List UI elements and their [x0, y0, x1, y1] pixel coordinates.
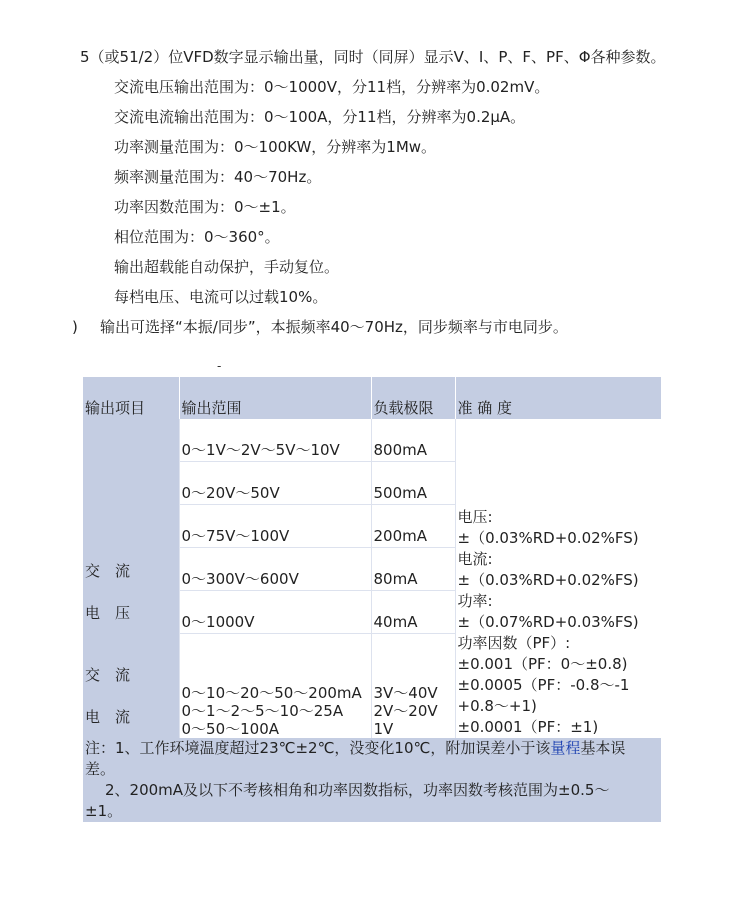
accuracy-line: +0.8～+1) — [457, 696, 537, 715]
note-line — [85, 738, 659, 759]
note-text: 注：1、工作环境温度超过23℃±2℃，没变化10℃，附加误差小于该 — [85, 738, 551, 757]
range-line: 0～50～100A — [181, 719, 280, 738]
header-range: 输出范围 — [179, 377, 371, 419]
load-cell: 800mA — [371, 419, 455, 462]
range-cell: 0～1000V — [179, 591, 371, 634]
category-label: 电 压 — [85, 603, 131, 622]
list-bullet: ) — [72, 318, 78, 336]
accuracy-line: ±（0.03%RD+0.02%FS) — [457, 570, 639, 589]
range-line: 0～1～2～5～10～25A — [181, 701, 344, 720]
load-cell: 40mA — [371, 591, 455, 634]
spec-line-display: 5（或51/2）位VFD数字显示输出量，同时（同屏）显示V、I、P、F、PF、Φ各种参数。 — [80, 48, 666, 66]
current-range-cell — [179, 634, 371, 738]
header-item: 输出项目 — [83, 377, 179, 419]
note-text: 基本误 — [580, 738, 626, 757]
category-ac-current — [83, 634, 179, 738]
category-ac-voltage — [83, 419, 179, 634]
spec-table — [83, 377, 661, 822]
accuracy-line: 功率因数（PF）: — [457, 633, 571, 652]
load-line: 3V～40V — [373, 683, 438, 702]
accuracy-line: ±（0.07%RD+0.03%FS) — [457, 612, 639, 631]
note-link-range[interactable]: 量程 — [550, 738, 581, 757]
category-label: 交 流 — [85, 665, 131, 684]
load-line: 1V — [373, 719, 394, 738]
accuracy-line: ±（0.03%RD+0.02%FS) — [457, 528, 639, 547]
spec-line-power: 功率测量范围为：0～100KW，分辨率为1Mw。 — [114, 138, 437, 156]
accuracy-line: ±0.0005（PF：-0.8～-1 — [457, 675, 630, 694]
accuracy-line: 功率: — [457, 591, 493, 610]
accuracy-line: 电流: — [457, 549, 493, 568]
note-line — [85, 780, 659, 801]
category-label: 电 流 — [85, 707, 131, 726]
spec-line-power-factor: 功率因数范围为：0～±1。 — [114, 198, 296, 216]
header-accuracy: 准 确 度 — [455, 377, 661, 419]
accuracy-cell — [455, 419, 661, 738]
load-cell: 500mA — [371, 462, 455, 505]
spec-line-voltage: 交流电压输出范围为：0～1000V，分11档，分辨率为0.02mV。 — [114, 78, 550, 96]
current-load-cell — [371, 634, 455, 738]
spec-line-protection: 输出超载能自动保护，手动复位。 — [114, 258, 340, 276]
spec-line-sync — [72, 317, 568, 337]
table-note — [83, 738, 661, 822]
note-text: 2、200mA及以下不考核相角和功率因数指标，功率因数考核范围为±0.5～ — [105, 780, 610, 799]
note-line: 差。 — [85, 759, 116, 778]
category-label: 交 流 — [85, 561, 131, 580]
header-load: 负载极限 — [371, 377, 455, 419]
stray-dash: - — [217, 359, 222, 373]
range-cell: 0～300V～600V — [179, 548, 371, 591]
table-row — [83, 419, 661, 462]
accuracy-line: ±0.001（PF：0～±0.8) — [457, 654, 628, 673]
spec-line-sync-text: 输出可选择“本振/同步”，本振频率40～70Hz，同步频率与市电同步。 — [100, 318, 568, 336]
range-cell: 0～75V～100V — [179, 505, 371, 548]
note-line: ±1。 — [85, 801, 123, 820]
range-cell: 0～1V～2V～5V～10V — [179, 419, 371, 462]
range-line: 0～10～20～50～200mA — [181, 683, 362, 702]
table-note-row — [83, 738, 661, 822]
spec-line-phase: 相位范围为：0～360°。 — [114, 228, 280, 246]
table-header-row — [83, 377, 661, 419]
load-cell: 200mA — [371, 505, 455, 548]
accuracy-line: ±0.0001（PF：±1) — [457, 717, 599, 736]
spec-line-frequency: 频率测量范围为：40～70Hz。 — [114, 168, 322, 186]
load-line: 2V～20V — [373, 701, 438, 720]
load-cell: 80mA — [371, 548, 455, 591]
spec-line-current: 交流电流输出范围为：0～100A，分11档，分辨率为0.2μA。 — [114, 108, 526, 126]
spec-line-overload: 每档电压、电流可以过载10%。 — [114, 288, 328, 306]
range-cell: 0～20V～50V — [179, 462, 371, 505]
accuracy-line: 电压: — [457, 507, 493, 526]
